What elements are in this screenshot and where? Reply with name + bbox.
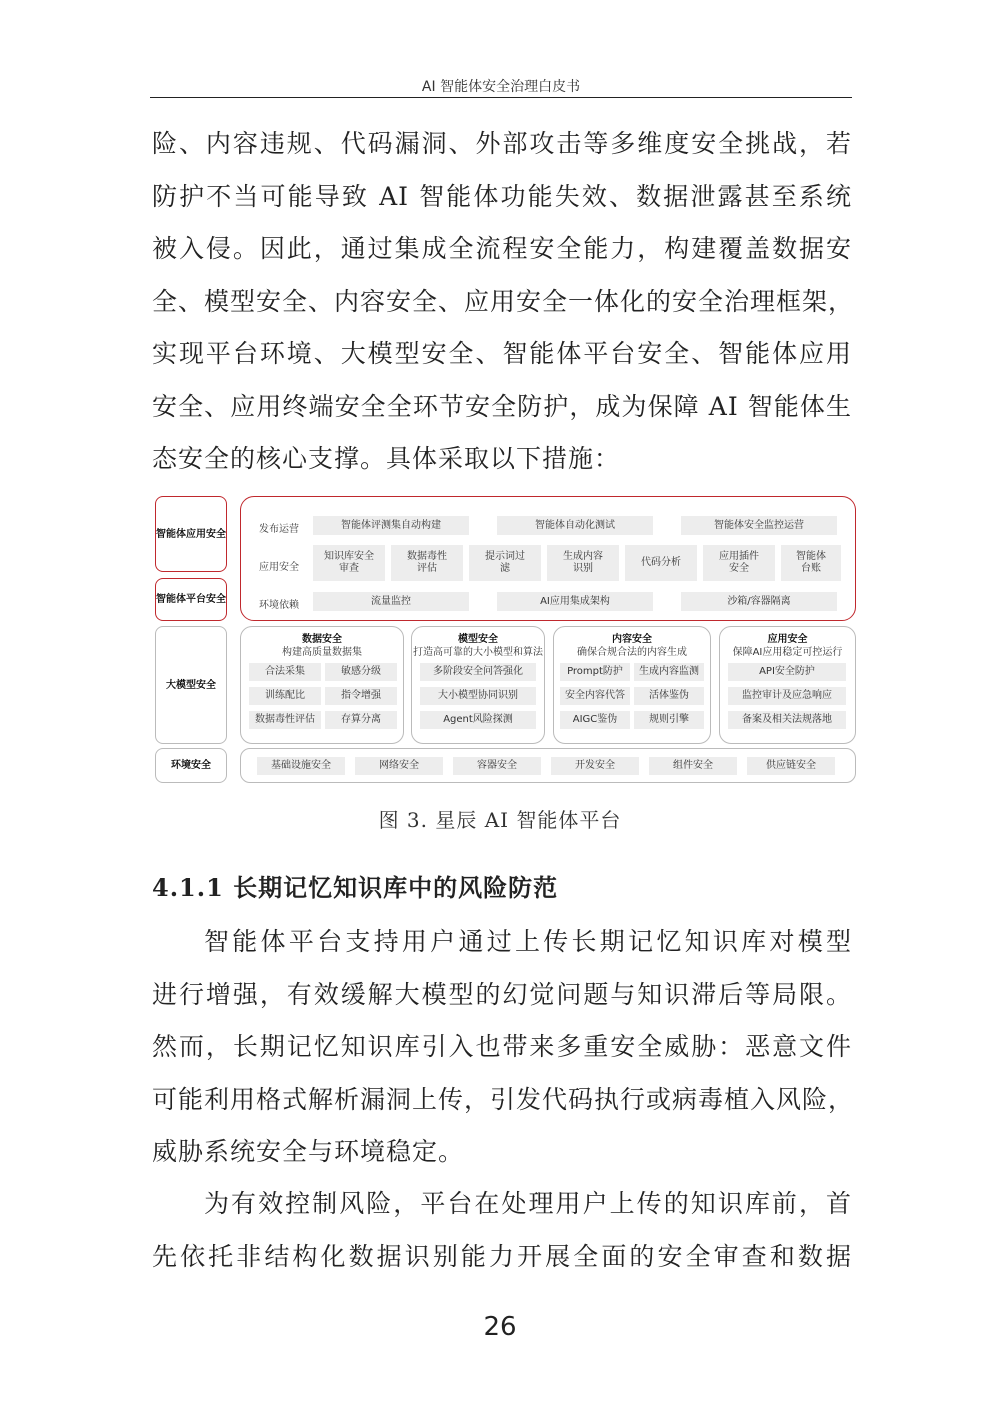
chip: 合法采集 [249, 663, 321, 681]
label-agent-app-security: 智能体应用安全 [155, 496, 227, 572]
chip: Prompt防护 [560, 663, 630, 681]
section-paragraph-1 [152, 916, 855, 1179]
para-line: 智能体平台支持用户通过上传长期记忆知识库对模型 [204, 927, 852, 956]
intro-line: 全、模型安全、内容安全、应用安全一体化的安全治理框架， [152, 286, 855, 316]
chip: 智能体评测集自动构建 [313, 516, 469, 535]
chip: 流量监控 [313, 592, 469, 611]
label-agent-platform-security: 智能体平台安全 [155, 578, 227, 621]
running-header: AI 智能体安全治理白皮书 [421, 79, 581, 95]
para-line: 威胁系统安全与环境稳定。 [152, 1137, 465, 1166]
para-line: 先依托非结构化数据识别能力开展全面的安全审查和数据 [152, 1241, 852, 1271]
chip: 智能体台账 [781, 545, 841, 581]
environment-security-panel [240, 748, 856, 783]
agent-security-panel [240, 496, 856, 621]
chip: Agent风险探测 [420, 711, 536, 729]
figure-caption: 图 3. 星辰 AI 智能体平台 [378, 808, 622, 832]
row-label-app: 应用安全 [259, 562, 299, 573]
chip: 代码分析 [625, 545, 697, 581]
chip: 容器安全 [453, 757, 541, 775]
section-heading: 4.1.1 长期记忆知识库中的风险防范 [152, 873, 559, 902]
chip: 知识库安全审查 [313, 545, 385, 581]
chip: 开发安全 [551, 757, 639, 775]
application-security-box [719, 626, 856, 744]
platform-architecture-figure [150, 493, 862, 785]
box-desc: 确保合规合法的内容生成 [577, 647, 687, 658]
label-env-security: 环境安全 [155, 748, 227, 783]
model-security-box [411, 626, 545, 744]
chip: 监控审计及应急响应 [728, 687, 846, 705]
para-line: 可能利用格式解析漏洞上传，引发代码执行或病毒植入风险， [152, 1084, 855, 1114]
section-paragraph-2 [152, 1178, 852, 1283]
chip: 安全内容代答 [560, 687, 630, 705]
box-title: 模型安全 [458, 634, 498, 645]
chip: 存算分离 [325, 711, 397, 729]
intro-line: 实现平台环境、大模型安全、智能体平台安全、智能体应用 [152, 339, 852, 368]
chip: 智能体安全监控运营 [681, 516, 837, 535]
intro-line: 险、内容违规、代码漏洞、外部攻击等多维度安全挑战，若 [152, 129, 852, 158]
chip: 数据毒性评估 [391, 545, 463, 581]
chip: 训练配比 [249, 687, 321, 705]
content-security-box [553, 626, 711, 744]
para-line: 为有效控制风险，平台在处理用户上传的知识库前，首 [204, 1189, 852, 1218]
chip: 规则引擎 [634, 711, 704, 729]
row-label-publish: 发布运营 [259, 524, 299, 535]
box-title: 内容安全 [612, 634, 652, 645]
chip: 多阶段安全问答强化 [420, 663, 536, 681]
box-desc: 构建高质量数据集 [282, 647, 362, 658]
chip: 基础设施安全 [257, 757, 345, 775]
box-desc: 打造高可靠的大小模型和算法 [413, 647, 543, 658]
intro-line: 安全、应用终端安全全环节安全防护，成为保障 AI 智能体生 [152, 391, 852, 421]
box-title: 应用安全 [767, 634, 808, 645]
chip: AIGC鉴伪 [560, 711, 630, 729]
chip: 组件安全 [649, 757, 737, 775]
page-number: 26 [483, 1312, 517, 1342]
chip: 生成内容识别 [547, 545, 619, 581]
chip: 提示词过滤 [469, 545, 541, 581]
chip: 智能体自动化测试 [497, 516, 653, 535]
intro-line: 防护不当可能导致 AI 智能体功能失效、数据泄露甚至系统 [152, 181, 852, 211]
row-label-env: 环境依赖 [259, 600, 299, 611]
chip: 敏感分级 [325, 663, 397, 681]
intro-line: 被入侵。因此，通过集成全流程安全能力，构建覆盖数据安 [152, 234, 852, 263]
chip: 活体鉴伪 [634, 687, 704, 705]
box-title: 数据安全 [302, 634, 342, 645]
chip: 数据毒性评估 [249, 711, 321, 729]
chip: 沙箱/容器隔离 [681, 592, 837, 611]
chip: 备案及相关法规落地 [728, 711, 846, 729]
header-rule [150, 97, 852, 98]
label-llm-security: 大模型安全 [155, 626, 227, 744]
chip: 指令增强 [325, 687, 397, 705]
chip: 网络安全 [355, 757, 443, 775]
chip: 大小模型协同识别 [420, 687, 536, 705]
chip: 应用插件安全 [703, 545, 775, 581]
intro-line: 态安全的核心支撑。具体采取以下措施： [152, 444, 621, 473]
chip: AI应用集成架构 [497, 592, 653, 611]
chip: API安全防护 [728, 663, 846, 681]
para-line: 进行增强，有效缓解大模型的幻觉问题与知识滞后等局限。 [152, 979, 852, 1009]
chip: 供应链安全 [747, 757, 835, 775]
box-desc: 保障AI应用稳定可控运行 [732, 647, 843, 658]
intro-paragraph [152, 118, 855, 486]
para-line: 然而，长期记忆知识库引入也带来多重安全威胁：恶意文件 [152, 1032, 852, 1061]
data-security-box [240, 626, 404, 744]
chip: 生成内容监测 [634, 663, 704, 681]
